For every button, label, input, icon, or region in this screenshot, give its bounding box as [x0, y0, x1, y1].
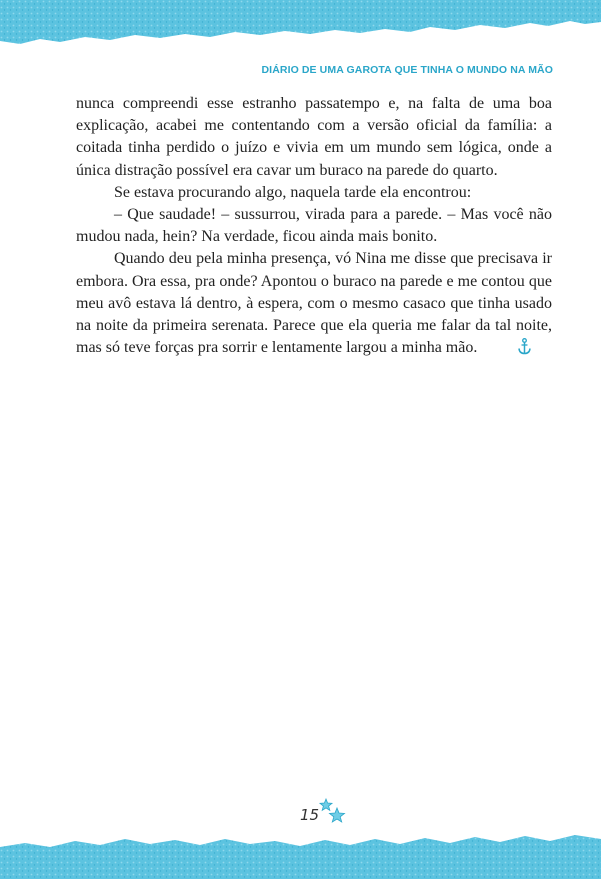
paragraph-1: nunca compreendi esse estranho passatempo e, na falta de uma boa explicação, acabei me contentando com a versão oficial da família: a coitada tinha perdido o juízo e vivia em um mundo sem lógica, onde a única distração possível era cavar um buraco na parede do quarto.	[76, 95, 552, 179]
paragraph-2: Se estava procurando algo, naquela tarde ela encontrou:	[114, 183, 472, 201]
torn-paper-bottom	[0, 825, 601, 879]
page-number: 15	[300, 806, 320, 824]
anchor-icon	[480, 338, 531, 362]
stars-icon	[318, 798, 348, 824]
running-head: DIÁRIO DE UMA GAROTA QUE TINHA O MUNDO NA MÃO	[261, 64, 553, 76]
page-folio	[296, 798, 356, 828]
paragraph-3: – Que saudade! – sussurrou, virada para a parede. – Mas você não mudou nada, hein? Na verdade, ficou ainda mais bonito.	[76, 206, 552, 246]
paragraph-4-text: Quando deu pela minha presença, vó Nina me disse que precisava ir embora. Ora essa, pra onde? Apontou o buraco na parede e me contou que meu avô estava lá dentro, à espera, com o mesmo casaco que tinha usado na noite da primeira serenata. Parece que ela queria me falar da tal noite, mas só teve forças pra sorrir e lentamente largou a minha mão.	[76, 250, 552, 357]
paragraph-4	[76, 248, 552, 362]
body-text	[76, 93, 552, 362]
torn-paper-top	[0, 0, 601, 48]
